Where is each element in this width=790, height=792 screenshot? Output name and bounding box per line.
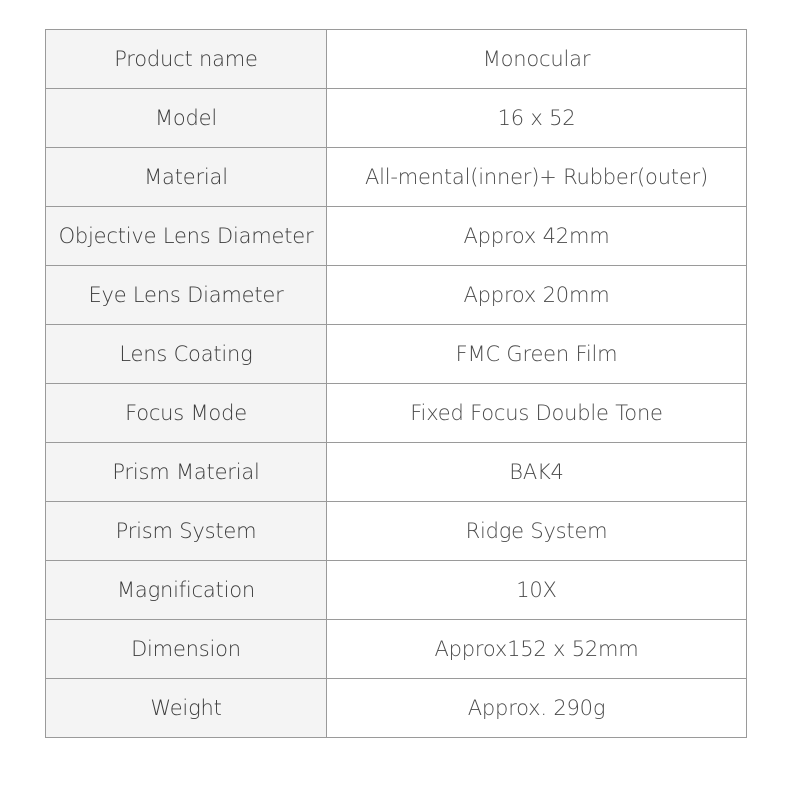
table-row [46,325,747,384]
spec-value: Fixed Focus Double Tone [327,384,747,443]
spec-label: Lens Coating [46,325,327,384]
spec-value: Approx 20mm [327,266,747,325]
table-row [46,443,747,502]
spec-label: Dimension [46,620,327,679]
spec-value: 16 x 52 [327,89,747,148]
spec-value: Monocular [327,30,747,89]
spec-value: Ridge System [327,502,747,561]
spec-value: Approx. 290g [327,679,747,738]
spec-label: Eye Lens Diameter [46,266,327,325]
table-row [46,30,747,89]
spec-label: Weight [46,679,327,738]
spec-label: Objective Lens Diameter [46,207,327,266]
table-row [46,148,747,207]
table-row [46,89,747,148]
table-row [46,620,747,679]
spec-value: Approx 42mm [327,207,747,266]
table-row [46,679,747,738]
table-row [46,384,747,443]
table-row [46,502,747,561]
spec-value: FMC Green Film [327,325,747,384]
spec-table-body [46,30,747,738]
table-row [46,266,747,325]
spec-value: Approx152 x 52mm [327,620,747,679]
table-row [46,561,747,620]
spec-label: Prism Material [46,443,327,502]
spec-label: Focus Mode [46,384,327,443]
spec-label: Material [46,148,327,207]
spec-label: Prism System [46,502,327,561]
spec-table [45,29,747,738]
spec-value: BAK4 [327,443,747,502]
table-row [46,207,747,266]
spec-label: Magnification [46,561,327,620]
spec-label: Product name [46,30,327,89]
spec-value: 10X [327,561,747,620]
spec-value: All-mental(inner)+ Rubber(outer) [327,148,747,207]
spec-label: Model [46,89,327,148]
